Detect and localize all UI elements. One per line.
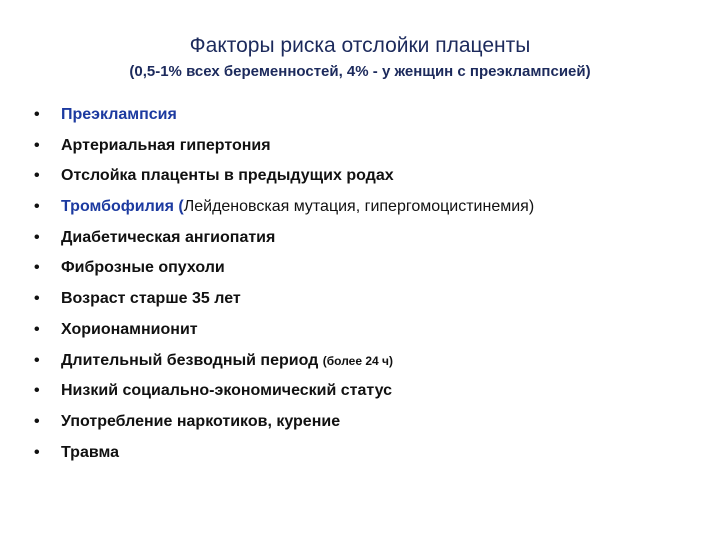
bullet-icon: • bbox=[34, 198, 40, 216]
bullet-icon: • bbox=[34, 351, 40, 369]
bullet-icon: • bbox=[34, 412, 40, 430]
bullet-icon: • bbox=[34, 259, 40, 277]
list-item-text: Диабетическая ангиопатия bbox=[61, 228, 276, 246]
list-item-text: Употребление наркотиков, курение bbox=[61, 412, 341, 430]
bullet-icon: • bbox=[34, 136, 40, 154]
list-item-text: Хорионамнионит bbox=[61, 320, 198, 338]
slide-title: Факторы риска отслойки плаценты bbox=[189, 34, 531, 57]
list-item-text: Артериальная гипертония bbox=[61, 136, 271, 154]
list-item-text: Низкий социально-экономический статус bbox=[61, 382, 393, 400]
bullet-icon: • bbox=[34, 290, 40, 308]
list-item-main-text: Длительный безводный период bbox=[61, 351, 323, 369]
bullet-icon: • bbox=[34, 443, 40, 461]
bullet-icon: • bbox=[34, 106, 40, 123]
list-item-detail-text: Лейденовская мутация, гипергомоцистинемия) bbox=[183, 198, 535, 216]
bullet-icon: • bbox=[34, 382, 40, 400]
bullet-icon: • bbox=[34, 320, 40, 338]
list-item-text-group bbox=[61, 350, 393, 372]
list-item-text: Травма bbox=[61, 443, 119, 461]
list-item-text: Фиброзные опухоли bbox=[61, 259, 225, 277]
list-item-detail-text: (более 24 ч) bbox=[322, 353, 393, 368]
list-item-main-text: Тромбофилия ( bbox=[61, 198, 184, 216]
list-item-text: Преэклампсия bbox=[61, 106, 177, 123]
list-item-text: Отслойка плаценты в предыдущих родах bbox=[61, 167, 394, 185]
bullet-icon: • bbox=[34, 167, 40, 185]
list-item-text: Возраст старше 35 лет bbox=[61, 290, 241, 308]
list-item-text-group bbox=[61, 196, 534, 218]
slide-subtitle: (0,5-1% всех беременностей, 4% - у женщин с преэклампсией) bbox=[129, 63, 591, 80]
bullet-icon: • bbox=[34, 228, 40, 246]
